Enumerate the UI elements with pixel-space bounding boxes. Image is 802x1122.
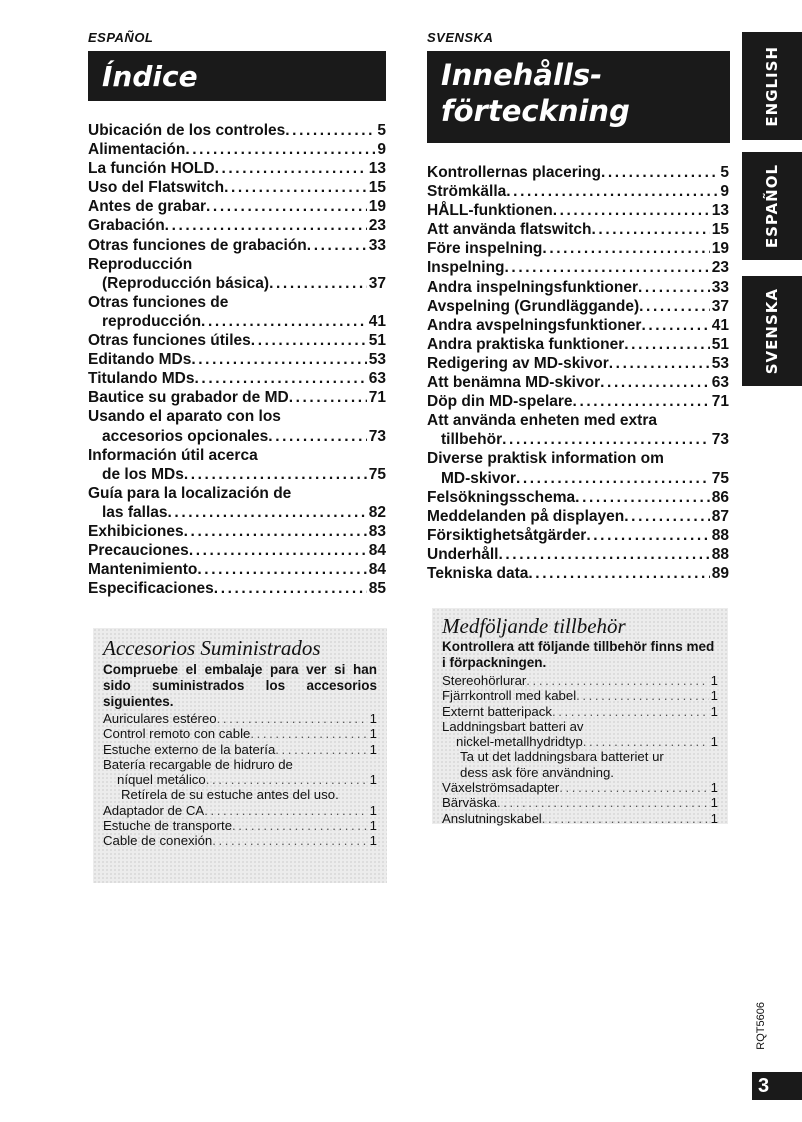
toc-entry: [427, 182, 729, 201]
dot-leader: [285, 121, 375, 140]
spanish-column: [88, 30, 388, 598]
toc-entry: [88, 522, 386, 541]
dot-leader: [505, 258, 710, 277]
dot-leader: [576, 688, 709, 703]
dot-leader: [215, 159, 367, 178]
accessory-item: [442, 749, 718, 764]
toc-entry: [427, 278, 729, 297]
toc-page-number: 89: [711, 564, 729, 582]
toc-entry: [427, 335, 729, 354]
toc-entry: [88, 274, 386, 293]
toc-entry-title: Especificaciones: [88, 580, 214, 598]
dot-leader: [609, 354, 710, 373]
toc-entry-title: MD-skivor: [441, 469, 516, 487]
dot-leader: [586, 526, 709, 545]
toc-entry: [88, 541, 386, 560]
toc-page-number: 37: [368, 274, 386, 292]
toc-entry-title: Bautice su grabador de MD: [88, 389, 289, 407]
accessory-quantity: 1: [369, 802, 377, 818]
accessory-item: [442, 780, 718, 795]
toc-page-number: 13: [711, 202, 729, 220]
dot-leader: [516, 469, 710, 488]
dot-leader: [552, 704, 709, 719]
toc-entry-title: Otras funciones de: [88, 293, 229, 311]
dot-leader: [542, 811, 709, 826]
toc-entry-title: Alimentación: [88, 141, 186, 159]
accessory-item: [103, 787, 377, 802]
dot-leader: [206, 772, 368, 787]
accessory-name: Retírela de su estuche antes del uso.: [121, 787, 339, 803]
dot-leader: [592, 220, 710, 239]
accessory-quantity: 1: [710, 703, 718, 719]
dot-leader: [191, 350, 366, 369]
toc-entry: [88, 369, 386, 388]
toc-entry-title: reproducción: [102, 312, 202, 330]
dot-leader: [553, 201, 710, 220]
table-of-contents: [88, 121, 386, 598]
dot-leader: [214, 579, 367, 598]
toc-entry: [88, 465, 386, 484]
dot-leader: [307, 236, 367, 255]
accessories-list: [103, 711, 377, 849]
toc-entry-title: HÅLL-funktionen: [427, 202, 553, 220]
dot-leader: [184, 522, 367, 541]
toc-entry: [88, 388, 386, 407]
toc-entry: [88, 197, 386, 216]
toc-page-number: 33: [368, 236, 386, 254]
toc-entry: [88, 216, 386, 235]
dot-leader: [201, 312, 367, 331]
page-title-line-1: Innehålls-: [441, 58, 603, 92]
toc-entry-title: Mantenimiento: [88, 561, 198, 579]
toc-entry-title: Före inspelning: [427, 240, 543, 258]
toc-page-number: 5: [720, 164, 729, 181]
toc-entry-title: Inspelning: [427, 259, 505, 277]
toc-entry-title: Avspelning (Grundläggande): [427, 297, 640, 315]
page-title: Índice: [88, 51, 386, 101]
dot-leader: [251, 331, 367, 350]
toc-page-number: 41: [711, 316, 729, 334]
toc-entry: [427, 526, 729, 545]
accessory-item: [442, 688, 718, 703]
toc-entry: [427, 430, 729, 449]
accessories-title: Medföljande tillbehör: [442, 614, 626, 638]
toc-page-number: 82: [368, 503, 386, 521]
document-code: RQT5606: [755, 1002, 767, 1050]
dot-leader: [641, 316, 709, 335]
toc-page-number: 85: [368, 580, 386, 598]
dot-leader: [601, 163, 718, 182]
swedish-column: [427, 30, 732, 583]
toc-page-number: 88: [711, 545, 729, 563]
dot-leader: [583, 734, 709, 749]
toc-entry: [427, 316, 729, 335]
toc-entry: [88, 312, 386, 331]
dot-leader: [168, 503, 367, 522]
toc-entry: [88, 446, 386, 465]
dot-leader: [526, 673, 708, 688]
dot-leader: [600, 373, 710, 392]
dot-leader: [275, 742, 367, 757]
toc-page-number: 33: [711, 278, 729, 296]
accessory-quantity: 1: [710, 810, 718, 826]
toc-page-number: 23: [711, 259, 729, 277]
accessory-name: Estuche de transporte: [103, 818, 233, 834]
toc-entry: [88, 140, 386, 159]
toc-page-number: 84: [368, 561, 386, 579]
toc-entry-title: Tekniska data: [427, 564, 529, 582]
accessory-quantity: 1: [369, 818, 377, 834]
dot-leader: [268, 427, 366, 446]
toc-page-number: 15: [711, 221, 729, 239]
dot-leader: [624, 335, 710, 354]
toc-page-number: 9: [377, 141, 386, 159]
toc-page-number: 71: [368, 389, 386, 407]
accessory-item: [442, 811, 718, 826]
accessory-name: Laddningsbart batteri av: [442, 718, 584, 734]
accessory-quantity: 1: [369, 772, 377, 788]
accessory-item: [442, 704, 718, 719]
toc-page-number: 41: [368, 312, 386, 330]
toc-entry: [88, 293, 386, 312]
toc-entry-title: Döp din MD-spelare: [427, 393, 573, 411]
accessory-item: [103, 803, 377, 818]
toc-entry-title: Strömkälla: [427, 183, 507, 201]
accessory-quantity: 1: [369, 833, 377, 849]
accessory-item: [442, 734, 718, 749]
table-of-contents: [427, 163, 729, 583]
toc-entry-title: Guía para la localización de: [88, 484, 292, 502]
tab-english: ENGLISH: [742, 32, 802, 140]
toc-entry: [88, 407, 386, 426]
toc-entry-title: Editando MDs: [88, 351, 192, 369]
dot-leader: [185, 140, 375, 159]
toc-entry-title: de los MDs: [102, 465, 184, 483]
toc-page-number: 51: [368, 332, 386, 350]
dot-leader: [189, 541, 367, 560]
accessory-item: [442, 673, 718, 688]
toc-page-number: 5: [377, 122, 386, 139]
toc-entry: [427, 545, 729, 564]
dot-leader: [204, 803, 367, 818]
toc-entry: [427, 469, 729, 488]
accessory-name: níquel metálico: [117, 772, 206, 788]
toc-entry: [427, 449, 729, 468]
toc-entry-title: Andra praktiska funktioner: [427, 335, 625, 353]
accessory-item: [103, 772, 377, 787]
toc-page-number: 53: [711, 354, 729, 372]
dot-leader: [269, 274, 367, 293]
toc-entry: [88, 255, 386, 274]
toc-page-number: 63: [711, 374, 729, 392]
toc-page-number: 23: [368, 217, 386, 235]
toc-page-number: 51: [711, 335, 729, 353]
toc-entry: [88, 350, 386, 369]
page-title: [427, 51, 730, 143]
toc-entry: [427, 297, 729, 316]
toc-entry-title: Kontrollernas placering: [427, 164, 601, 181]
toc-entry-title: Uso del Flatswitch: [88, 179, 225, 197]
toc-entry: [88, 560, 386, 579]
toc-entry-title: Andra avspelningsfunktioner: [427, 316, 642, 334]
toc-entry-title: tillbehör: [441, 431, 503, 449]
accessory-quantity: 1: [369, 711, 377, 726]
toc-entry: [88, 579, 386, 598]
accessory-quantity: 1: [369, 741, 377, 757]
toc-page-number: 63: [368, 370, 386, 388]
dot-leader: [217, 711, 368, 726]
dot-leader: [506, 182, 718, 201]
toc-entry: [88, 178, 386, 197]
toc-page-number: 13: [368, 160, 386, 178]
accessory-quantity: 1: [710, 734, 718, 750]
dot-leader: [497, 795, 709, 810]
dot-leader: [624, 507, 710, 526]
toc-entry-title: Att använda enheten med extra: [427, 412, 657, 430]
toc-entry: [88, 503, 386, 522]
toc-entry-title: Meddelanden på displayen: [427, 507, 625, 525]
toc-entry-title: Usando el aparato con los: [88, 408, 281, 426]
toc-page-number: 86: [711, 488, 729, 506]
dot-leader: [184, 465, 367, 484]
toc-page-number: 88: [711, 526, 729, 544]
toc-entry-title: Diverse praktisk information om: [427, 450, 664, 468]
accessory-quantity: 1: [710, 688, 718, 704]
toc-entry-title: (Reproducción básica): [102, 274, 270, 292]
dot-leader: [197, 560, 366, 579]
toc-entry-title: Información útil acerca: [88, 446, 258, 464]
dot-leader: [250, 726, 367, 741]
accessory-name: Batería recargable de hidruro de: [103, 756, 293, 772]
toc-entry: [427, 392, 729, 411]
dot-leader: [639, 297, 710, 316]
toc-entry-title: Ubicación de los controles: [88, 122, 286, 139]
accessory-name: Adaptador de CA: [103, 802, 205, 818]
toc-page-number: 19: [368, 198, 386, 216]
toc-page-number: 19: [711, 240, 729, 258]
toc-entry: [427, 354, 729, 373]
toc-entry: [88, 331, 386, 350]
accessory-quantity: 1: [710, 795, 718, 811]
toc-entry: [88, 121, 386, 140]
dot-leader: [165, 216, 367, 235]
accessory-name: dess ask före användning.: [460, 764, 614, 780]
toc-page-number: 53: [368, 351, 386, 369]
tab-espanol: ESPAÑOL: [742, 152, 802, 260]
toc-entry: [427, 258, 729, 277]
toc-entry-title: las fallas: [102, 503, 168, 521]
toc-entry: [427, 488, 729, 507]
accessory-name: Fjärrkontroll med kabel: [442, 688, 577, 704]
accessory-name: Bärväska: [442, 795, 497, 811]
accessory-quantity: 1: [369, 726, 377, 742]
dot-leader: [212, 833, 367, 848]
toc-page-number: 87: [711, 507, 729, 525]
dot-leader: [224, 178, 367, 197]
toc-page-number: 73: [368, 427, 386, 445]
toc-entry-title: Otras funciones útiles: [88, 332, 251, 350]
toc-entry-title: Andra inspelningsfunktioner: [427, 278, 638, 296]
dot-leader: [232, 818, 368, 833]
toc-entry-title: Underhåll: [427, 545, 499, 563]
language-heading: SVENSKA: [427, 30, 494, 45]
toc-entry-title: Felsökningsschema: [427, 488, 576, 506]
page-title-line-2: förteckning: [441, 94, 630, 128]
accessory-item: [442, 795, 718, 810]
toc-page-number: 83: [368, 522, 386, 540]
dot-leader: [195, 369, 367, 388]
accessories-title: Accesorios Suministrados: [103, 636, 321, 660]
accessory-item: [103, 833, 377, 848]
toc-entry: [88, 236, 386, 255]
dot-leader: [542, 239, 709, 258]
toc-page-number: 37: [711, 297, 729, 315]
toc-page-number: 84: [368, 542, 386, 560]
toc-page-number: 71: [711, 393, 729, 411]
accessory-item: [442, 719, 718, 734]
dot-leader: [575, 488, 710, 507]
toc-entry-title: Grabación: [88, 217, 165, 235]
toc-entry-title: Reproducción: [88, 255, 193, 273]
accessory-item: [103, 742, 377, 757]
dot-leader: [206, 197, 367, 216]
toc-entry: [427, 239, 729, 258]
toc-entry-title: Antes de grabar: [88, 198, 207, 216]
toc-page-number: 15: [368, 179, 386, 197]
toc-entry: [427, 507, 729, 526]
toc-entry-title: accesorios opcionales: [102, 427, 269, 445]
toc-entry: [427, 201, 729, 220]
toc-entry: [88, 427, 386, 446]
accessory-item: [103, 711, 377, 726]
dot-leader: [502, 430, 710, 449]
toc-entry: [88, 159, 386, 178]
toc-page-number: 9: [720, 183, 729, 201]
toc-page-number: 75: [711, 469, 729, 487]
dot-leader: [559, 780, 708, 795]
accessory-item: [103, 726, 377, 741]
dot-leader: [528, 564, 709, 583]
accessory-name: Externt batteripack: [442, 703, 552, 719]
toc-entry: [88, 484, 386, 503]
accessory-name: nickel-metallhydridtyp: [456, 734, 583, 750]
accessories-list: [442, 673, 718, 826]
toc-entry: [427, 373, 729, 392]
page-number: 3: [752, 1072, 802, 1100]
accessory-name: Control remoto con cable: [103, 726, 251, 742]
toc-entry-title: Att benämna MD-skivor: [427, 374, 601, 392]
toc-entry: [427, 411, 729, 430]
toc-page-number: 73: [711, 431, 729, 449]
toc-entry-title: Titulando MDs: [88, 370, 195, 388]
dot-leader: [573, 392, 710, 411]
accessory-name: Ta ut det laddningsbara batteriet ur: [460, 749, 664, 765]
toc-entry-title: Exhibiciones: [88, 522, 184, 540]
dot-leader: [638, 278, 710, 297]
accessory-name: Stereohörlurar: [442, 673, 527, 688]
accessories-intro: Compruebe el embalaje para ver si han sido suministrados los accesorios siguientes.: [103, 662, 377, 709]
toc-entry: [427, 163, 729, 182]
accessory-name: Växelströmsadapter: [442, 780, 560, 796]
toc-page-number: 75: [368, 465, 386, 483]
accessories-box: [93, 628, 387, 883]
accessory-name: Cable de conexión: [103, 833, 213, 849]
accessory-item: [442, 765, 718, 780]
toc-entry-title: La función HOLD: [88, 160, 215, 178]
accessory-name: Auriculares estéreo: [103, 711, 217, 726]
accessory-quantity: 1: [710, 673, 718, 688]
accessories-box: [432, 608, 728, 824]
toc-entry: [427, 220, 729, 239]
toc-entry-title: Precauciones: [88, 542, 189, 560]
dot-leader: [289, 388, 367, 407]
toc-entry-title: Otras funciones de grabación: [88, 236, 307, 254]
language-heading: ESPAÑOL: [88, 30, 154, 45]
tab-svenska: SVENSKA: [742, 276, 802, 386]
toc-entry: [427, 564, 729, 583]
accessory-name: Anslutningskabel: [442, 810, 542, 826]
accessories-intro: Kontrollera att följande tillbehör finns med i förpackningen.: [442, 639, 715, 670]
toc-entry-title: Redigering av MD-skivor: [427, 354, 609, 372]
accessory-item: [103, 818, 377, 833]
toc-entry-title: Försiktighetsåtgärder: [427, 526, 587, 544]
toc-entry-title: Att använda flatswitch: [427, 221, 592, 239]
accessory-item: [103, 757, 377, 772]
dot-leader: [498, 545, 709, 564]
accessory-quantity: 1: [710, 780, 718, 796]
accessory-name: Estuche externo de la batería: [103, 741, 276, 757]
